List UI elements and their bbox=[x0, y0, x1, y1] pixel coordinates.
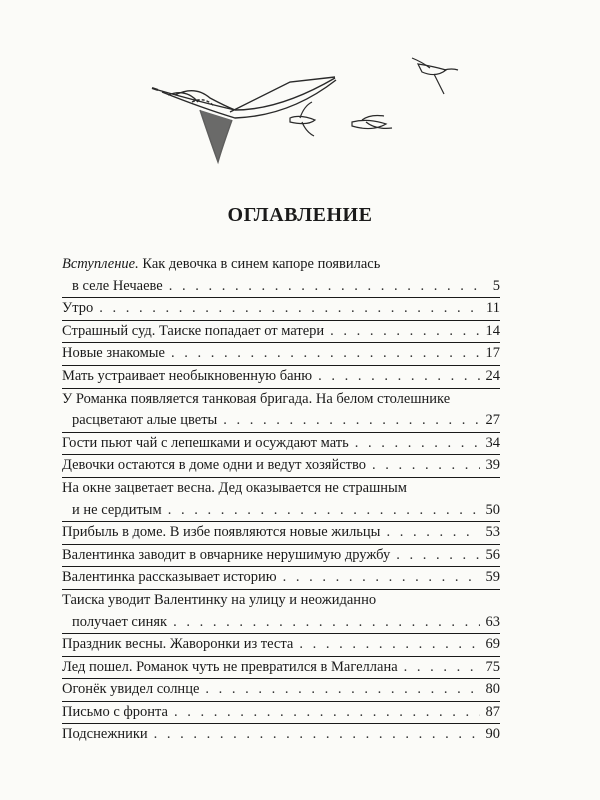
toc-entry bbox=[62, 723, 500, 746]
toc-entry bbox=[62, 566, 500, 589]
toc-entry bbox=[62, 254, 500, 297]
dot-leader bbox=[171, 343, 480, 365]
toc-entry bbox=[62, 320, 500, 343]
birds-illustration bbox=[140, 40, 480, 180]
toc-entry-title: Валентинка заводит в овчарнике нерушимую дружбу bbox=[62, 546, 391, 563]
dot-leader bbox=[169, 276, 487, 298]
dot-leader bbox=[154, 724, 480, 746]
toc-page-number: 24 bbox=[485, 367, 500, 384]
dot-leader bbox=[174, 702, 480, 724]
toc-page-number: 34 bbox=[485, 434, 500, 451]
toc-page-number: 17 bbox=[485, 345, 500, 362]
toc-page-number: 63 bbox=[485, 613, 500, 630]
toc-entry-prefix: Вступление. bbox=[62, 256, 139, 272]
toc-entry-title: Утро bbox=[62, 300, 94, 317]
toc-entry bbox=[62, 342, 500, 365]
toc-entry-title: Таиска уводит Валентинку на улицу и неожиданно bbox=[62, 591, 377, 608]
toc-entry bbox=[62, 365, 500, 388]
toc-entry bbox=[62, 544, 500, 567]
toc-entry bbox=[62, 432, 500, 455]
toc-entry bbox=[62, 477, 500, 521]
toc-entry bbox=[62, 656, 500, 679]
toc-page-number: 69 bbox=[485, 636, 500, 653]
toc-page-number: 56 bbox=[485, 546, 500, 563]
toc-entry-title: Письмо с фронта bbox=[62, 703, 168, 720]
toc-page-number: 90 bbox=[485, 726, 500, 743]
toc-entry-title: Подснежники bbox=[62, 726, 148, 743]
toc-entry-title: получает синяк bbox=[72, 613, 168, 630]
toc-entry bbox=[62, 454, 500, 477]
toc-entry bbox=[62, 521, 500, 544]
dot-leader bbox=[223, 410, 479, 432]
toc-page-number: 80 bbox=[485, 681, 500, 698]
toc-entry-title: в селе Нечаеве bbox=[72, 277, 163, 294]
dot-leader bbox=[372, 455, 480, 477]
toc-entry bbox=[62, 633, 500, 656]
toc-entry-title: Праздник весны. Жаворонки из теста bbox=[62, 636, 294, 653]
toc-page-number: 39 bbox=[485, 457, 500, 474]
toc-entry-title: Девочки остаются в доме одни и ведут хозяйство bbox=[62, 457, 366, 474]
toc-entry-title: Гости пьют чай с лепешками и осуждают мать bbox=[62, 434, 349, 451]
toc-entry-title: Новые знакомые bbox=[62, 345, 165, 362]
toc-page-number: 53 bbox=[485, 524, 500, 541]
toc-entry-title: У Романка появляется танковая бригада. На белом столешнике bbox=[62, 390, 451, 407]
toc-entry bbox=[62, 678, 500, 701]
toc-entry-title: расцветают алые цветы bbox=[72, 412, 218, 429]
toc-entry-title: и не сердитым bbox=[72, 501, 162, 518]
dot-leader bbox=[396, 545, 479, 567]
toc-page-number: 27 bbox=[485, 412, 500, 429]
bird-icon bbox=[412, 58, 458, 94]
dot-leader bbox=[318, 366, 479, 388]
dot-leader bbox=[283, 567, 480, 589]
dot-leader bbox=[173, 612, 479, 634]
magpie-icon bbox=[152, 77, 336, 162]
dot-leader bbox=[404, 657, 480, 679]
toc-entry bbox=[62, 297, 500, 320]
dot-leader bbox=[168, 500, 480, 522]
toc-entry-title: Огонёк увидел солнце bbox=[62, 681, 200, 698]
toc-page-number: 5 bbox=[492, 277, 500, 294]
dot-leader bbox=[299, 634, 479, 656]
page-title: ОГЛАВЛЕНИЕ bbox=[227, 204, 373, 226]
dot-leader bbox=[205, 679, 479, 701]
dot-leader bbox=[99, 298, 480, 320]
toc-page-number: 75 bbox=[485, 658, 500, 675]
toc-entry-title bbox=[62, 256, 380, 272]
toc-entry-title: На окне зацветает весна. Дед оказывается не страшным bbox=[62, 479, 407, 496]
bird-icon bbox=[290, 102, 315, 136]
dot-leader bbox=[355, 433, 480, 455]
toc-entry-title: Страшный суд. Таиске попадает от матери bbox=[62, 322, 325, 339]
toc-page-number: 59 bbox=[485, 569, 500, 586]
toc-entry-title: Прибыль в доме. В избе появляются новые жильцы bbox=[62, 524, 381, 541]
toc-entry-title: Лед пошел. Романок чуть не превратился в Магеллана bbox=[62, 658, 398, 675]
toc-page-number: 14 bbox=[485, 322, 500, 339]
bird-icon bbox=[352, 116, 392, 129]
toc-page-number: 11 bbox=[486, 300, 500, 317]
table-of-contents bbox=[62, 254, 500, 746]
dot-leader bbox=[330, 321, 479, 343]
toc-entry bbox=[62, 701, 500, 724]
toc-page-number: 50 bbox=[485, 501, 500, 518]
toc-entry bbox=[62, 388, 500, 432]
toc-entry-title-rest: Как девочка в синем капоре появилась bbox=[138, 256, 381, 272]
toc-entry bbox=[62, 589, 500, 633]
toc-entry-title: Мать устраивает необыкновенную баню bbox=[62, 367, 313, 384]
dot-leader bbox=[386, 522, 479, 544]
toc-page-number: 87 bbox=[485, 703, 500, 720]
toc-entry-title: Валентинка рассказывает историю bbox=[62, 569, 277, 586]
